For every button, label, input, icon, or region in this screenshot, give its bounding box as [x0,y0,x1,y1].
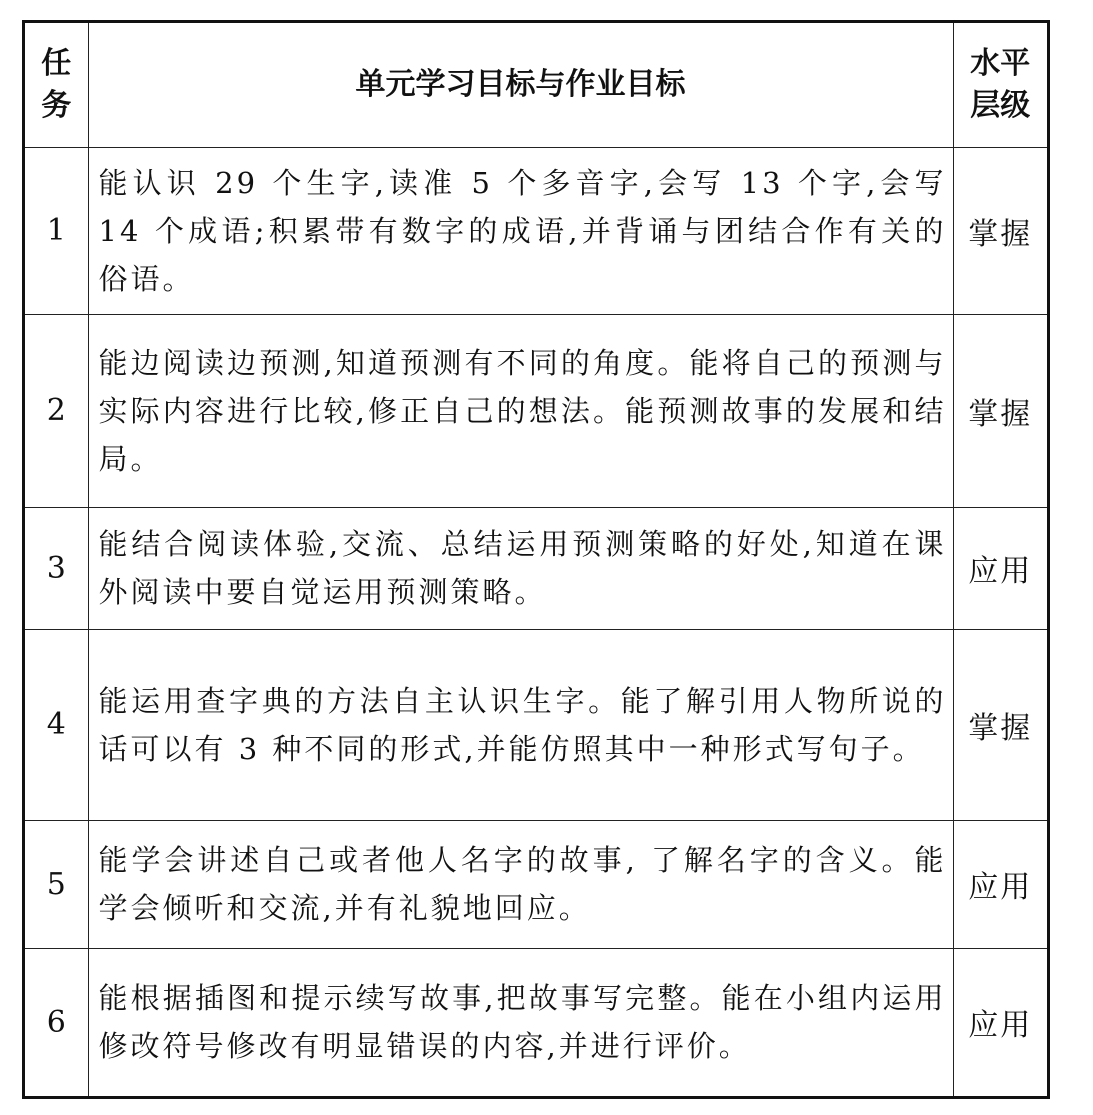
goals-table [25,23,1047,1096]
task-number: 4 [25,629,88,820]
task-number: 1 [25,147,88,314]
level-text: 应用 [953,948,1047,1096]
level-text: 应用 [953,507,1047,629]
header-task: 任务 [25,23,88,147]
goal-text: 能结合阅读体验,交流、总结运用预测策略的好处,知道在课外阅读中要自觉运用预测策略。 [88,507,953,629]
task-number: 5 [25,820,88,948]
header-level: 水平层级 [953,23,1047,147]
level-text: 应用 [953,820,1047,948]
goal-text: 能学会讲述自己或者他人名字的故事, 了解名字的含义。能学会倾听和交流,并有礼貌地回应。 [88,820,953,948]
table-row [25,629,1047,820]
goals-table-frame [22,20,1050,1099]
table-row [25,507,1047,629]
table-row [25,314,1047,507]
table-header-row [25,23,1047,147]
table-row [25,948,1047,1096]
goal-text: 能边阅读边预测,知道预测有不同的角度。能将自己的预测与实际内容进行比较,修正自己的想法。能预测故事的发展和结局。 [88,314,953,507]
table-row [25,820,1047,948]
goal-text: 能认识 29 个生字,读准 5 个多音字,会写 13 个字,会写 14 个成语;积累带有数字的成语,并背诵与团结合作有关的俗语。 [88,147,953,314]
level-text: 掌握 [953,629,1047,820]
goal-text: 能根据插图和提示续写故事,把故事写完整。能在小组内运用修改符号修改有明显错误的内容,并进行评价。 [88,948,953,1096]
task-number: 2 [25,314,88,507]
goal-text: 能运用查字典的方法自主认识生字。能了解引用人物所说的话可以有 3 种不同的形式,并能仿照其中一种形式写句子。 [88,629,953,820]
header-goal: 单元学习目标与作业目标 [88,23,953,147]
task-number: 3 [25,507,88,629]
level-text: 掌握 [953,314,1047,507]
level-text: 掌握 [953,147,1047,314]
task-number: 6 [25,948,88,1096]
table-row [25,147,1047,314]
